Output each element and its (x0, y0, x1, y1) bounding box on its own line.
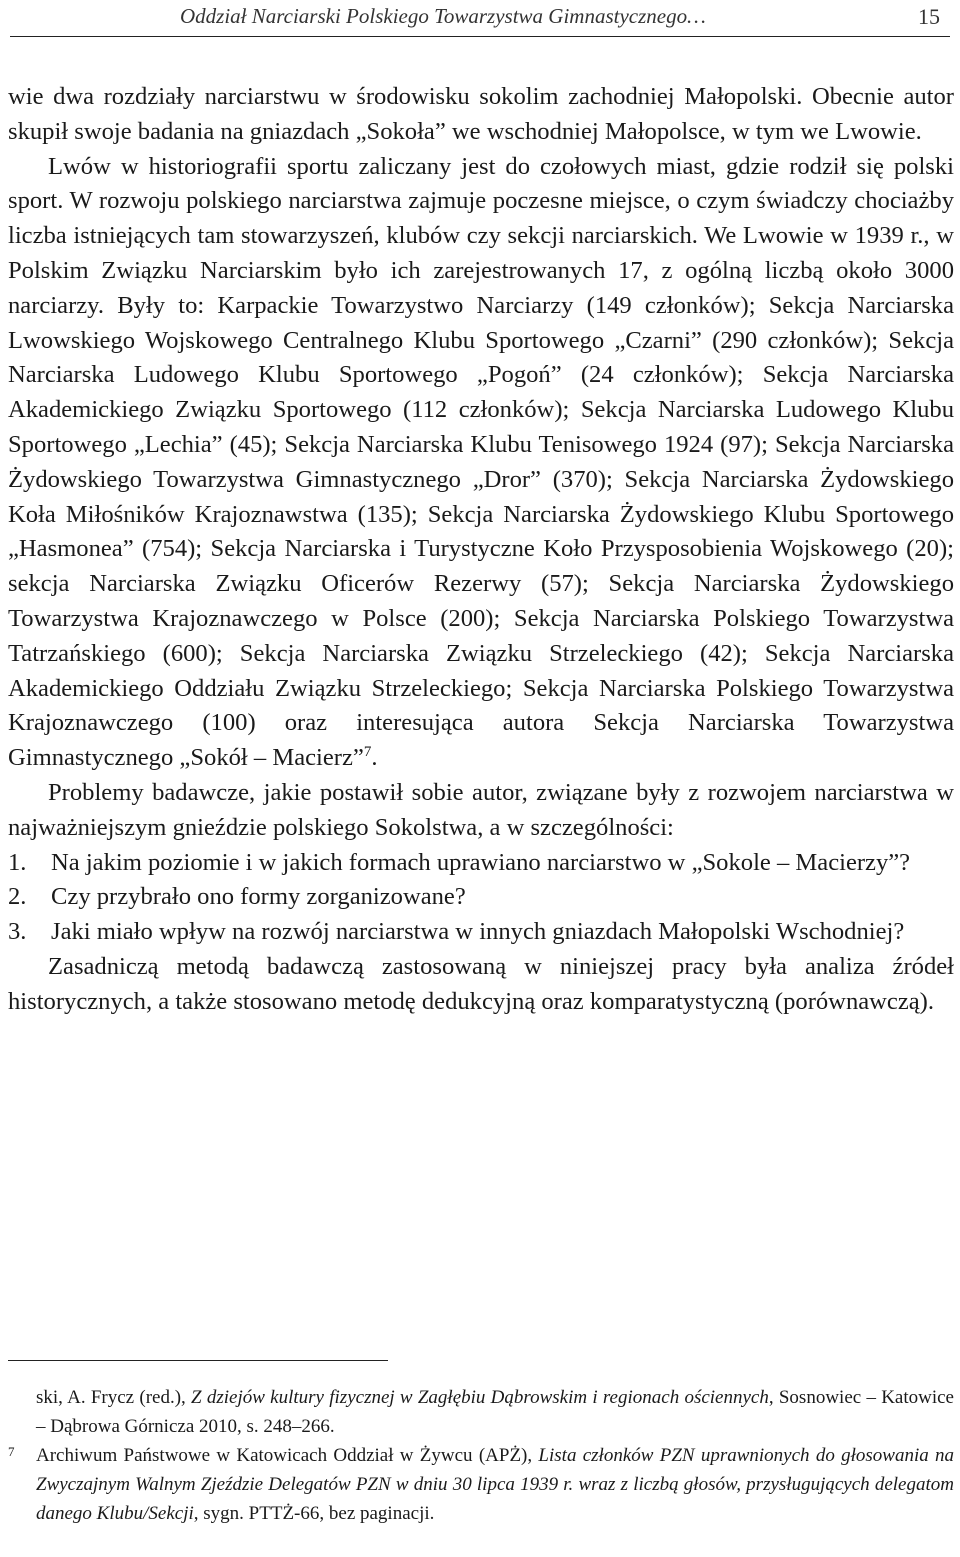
footnote-7-a: Archiwum Państwowe w Katowicach Oddział w Żywcu (APŻ), (36, 1445, 539, 1466)
research-questions-list (8, 846, 954, 950)
footnotes (8, 1383, 954, 1528)
footnote-7-title: Lista członków PZN uprawnionych do głosowania na Zwyczajnym Walnym Zjeździe Delegatów PZN w dniu 30 lipca 1939 r. wraz z liczbą głosów, przysługujących delegatom danego Klubu/Sekcji (36, 1445, 955, 1524)
footnote-divider (8, 1360, 388, 1361)
footnote-continued-a: ski, A. Frycz (red.), (36, 1387, 192, 1408)
list-item-text: Czy przybrało ono formy zorganizowane? (51, 883, 466, 911)
list-item-text: Jaki miało wpływ na rozwój narciarstwa w innych gniazdach Małopolski Wschodniej? (51, 918, 905, 946)
footnote-7-c: , sygn. PTTŻ-66, bez paginacji. (193, 1503, 435, 1524)
footnote-continued (8, 1383, 954, 1441)
list-item-text: Na jakim poziomie i w jakich formach uprawiano narciarstwo w „Sokole – Macierzy”? (51, 848, 911, 876)
page-number: 15 (918, 4, 940, 29)
list-item (8, 915, 954, 950)
paragraph-lwow-end: . (371, 744, 378, 772)
list-item (8, 880, 954, 915)
list-item-number: 2. (8, 883, 27, 911)
list-item-number: 3. (8, 918, 27, 946)
paragraph-lwow-text: Lwów w historiografii sportu zaliczany jest do czołowych miast, gdzie rodził się polski sport. W rozwoju polskiego narciarstwa zajmuje poczesne miejsce, o czym świadczy chociażby liczba istniejących tam stowarzyszeń, klubów czy sekcji narciarskich. We Lwowie w 1939 r., w Polskim Związku Narciarskim było ich zarejestrowanych 17, z ogólną liczbą około 3000 narciarzy. Były to: Karpackie Towarzystwo Narciarzy (149 członków); Sekcja Narciarska Lwowskiego Wojskowego Centralnego Klubu Sportowego „Czarni” (290 członków); Sekcja Narciarska Ludowego Klubu Sportowego „Pogoń” (24 członków); Sekcja Narciarska Akademickiego Związku Sportowego (112 członków); Sekcja Narciarska Ludowego Klubu Sportowego „Lechia” (45); Sekcja Narciarska Klubu Tenisowego 1924 (97); Sekcja Narciarska Żydowskiego Towarzystwa Gimnastycznego „Dror” (370); Sekcja Narciarska Żydowskiego Koła Miłośników Krajoznawstwa (135); Sekcja Narciarska Żydowskiego Klubu Sportowego „Hasmonea” (754); Sekcja Narciarska i Turystyczne Koło Przysposobienia Wojskowego (20); sekcja Narciarska Związku Oficerów Rezerwy (57); Sekcja Narciarska Żydowskiego Towarzystwa Krajoznawczego w Polsce (200); Sekcja Narciarska Polskiego Towarzystwa Tatrzańskiego (600); Sekcja Narciarska Związku Strzeleckiego (42); Sekcja Narciarska Akademickiego Oddziału Związku Strzeleckiego; Sekcja Narciarska Polskiego Towarzystwa Krajoznawczego (100) oraz interesująca autora Sekcja Narciarska Towarzystwa Gimnastycznego „Sokół – Macierz” (8, 152, 954, 772)
list-item-number: 1. (8, 848, 27, 876)
footnote-7-mark: 7 (8, 1444, 15, 1459)
list-item (8, 846, 954, 881)
footnote-continued-title: Z dziejów kultury fizycznej w Zagłębiu Dąbrowskim i regionach ościennych (191, 1387, 769, 1408)
paragraph-method: Zasadniczą metodą badawczą zastosowaną w niniejszej pracy była analiza źródeł historycznych, a także stosowano metodę dedukcyjną oraz komparatystyczną (porównawczą). (8, 952, 954, 1015)
paragraph-continued: wie dwa rozdziały narciarstwu w środowisku sokolim zachodniej Małopolski. Obecnie autor skupił swoje badania na gniazdach „Sokoła” we wschodniej Małopolsce, w tym we Lwowie. (8, 83, 954, 145)
footnote-ref-7[interactable]: 7 (363, 743, 372, 760)
running-title: Oddział Narciarski Polskiego Towarzystwa Gimnastycznego… (180, 4, 706, 28)
footnote-7 (8, 1441, 954, 1528)
footnote-continued-c: , Sosnowiec – Katowice – Dąbrowa Górnicza 2010, s. 248–266. (36, 1387, 954, 1437)
body-text (8, 80, 954, 1020)
paragraph-lwow (8, 150, 954, 776)
paragraph-problems: Problemy badawcze, jakie postawił sobie autor, związane były z rozwojem narciarstwa w najważniejszym gnieździe polskiego Sokolstwa, a w szczególności: (8, 778, 954, 841)
running-header (10, 0, 950, 37)
